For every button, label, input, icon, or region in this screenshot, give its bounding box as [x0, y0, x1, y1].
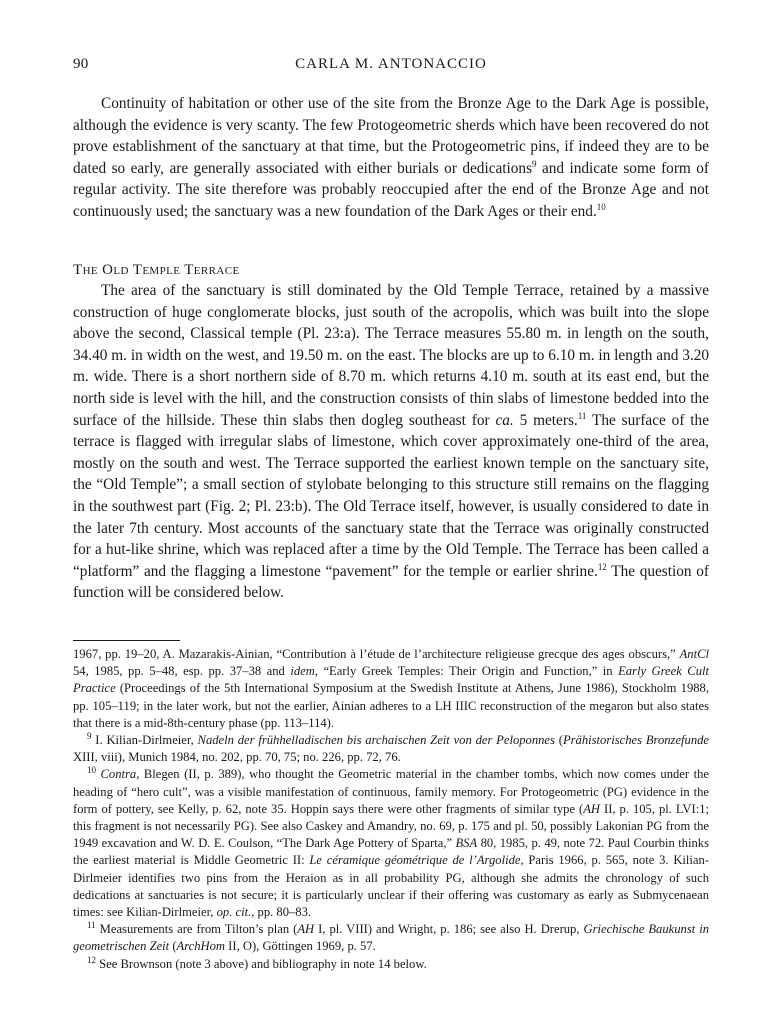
footnote-12: $^{12}$ See Brownson (note 3 above) and bibliography in note 14 below. — [87, 954, 427, 971]
footnote-continued: 1967, pp. 19–20, A. Mazarakis-Ainian, “Contribution à l’étude de l’architecture religieuse grecque des ages obscurs,” AntCl 54, 1985, pp. 5–48, esp. pp. 37–38 and idem, “Early Greek Temples: Their Origin and Function,” in Early Greek Cult Practice (Proceedings of the 5th International Symposium at the Swedish Institute at Athens, June 1986), Stockholm 1988, pp. 105–119; in the later work, but not the earlier, Ainian adheres to a LH IIIC reconstruction of the megaron but also states that there is a mid-8th-century phase (pp. 113–114). — [73, 647, 709, 730]
running-header — [73, 56, 709, 78]
footnote-9: $^9$ I. Kilian-Dirlmeier, Nadeln der frühhelladischen bis archaischen Zeit von der Peloponnes (Prähistorisches Bronzefunde XIII, viii), Munich 1984, no. 202, pp. 70, 75; no. 226, pp. 72, 76. — [73, 730, 710, 765]
paragraph-terrace: The area of the sanctuary is still dominated by the Old Temple Terrace, retained by a massive construction of huge conglomerate blocks, just south of the acropolis, which was built into the slope above the second, Classical temple (Pl. 23:a). The Terrace measures 55.80 m. in length on the south, 34.40 m. in width on the west, and 19.50 m. on the east. The blocks are up to 6.10 m. in length and 3.20 m. wide. There is a short northern side of 8.70 m. which returns 4.10 m. south at its east end, but the north side is level with the hill, and the construction consists of thin slabs of limestone bedded into the surface of the hillside. These thin slabs then dogleg southeast for ca. 5 meters.$^{11}$ The surface of the terrace is flagged with irregular slabs of limestone, which cover approximately one-third of the area, mostly on the south and west. The Terrace supported the earliest known temple on the sanctuary site, the “Old Temple”; a small section of stylobate belonging to this structure still remains on the flagging in the southwest part (Fig. 2; Pl. 23:b). The Old Terrace itself, however, is usually considered to date in the later 7th century. Most accounts of the sanctuary state that the Terrace was originally constructed for a hut-like shrine, which was replaced after a time by the Old Temple. The Terrace has been called a “platform” and the flagging a limestone “pavement” for the temple or earlier shrine.$^{12}$ The question of function will be considered below. — [73, 282, 710, 602]
paragraph-continuity: Continuity of habitation or other use of the site from the Bronze Age to the Dark Age is possible, although the evidence is very scanty. The few Protogeometric sherds which have been recovered do not prove establishment of the sanctuary at that time, but the Protogeometric pins, if indeed they are to be dated so early, are generally associated with either burials or dedications$^9$ and indicate some form of regular activity. The site therefore was probably reoccupied after the end of the Bronze Age and not continuously used; the sanctuary was a new foundation of the Dark Ages or their end.$^{10}$ — [73, 95, 709, 220]
section-heading: The Old Temple Terrace — [73, 262, 240, 278]
footnote-ref-12[interactable]: 12 — [597, 561, 607, 572]
footnote-divider — [73, 640, 180, 641]
footnote-11: $^{11}$ Measurements are from Tilton’s plan (AH I, pl. VIII) and Wright, p. 186; see also H. Drerup, Griechische Baukunst in geometrischen Zeit (ArchHom II, O), Göttingen 1969, p. 57. — [73, 920, 710, 954]
footnotes — [73, 646, 709, 973]
page-number: 90 — [73, 56, 89, 72]
footnote-10: $^{10}$ Contra, Blegen (II, p. 389), who thought the Geometric material in the chamber tombs, which now comes under the heading of “hero cult”, was a visible manifestation of continuous, family memory. For Protogeometric (PG) evidence in the form of pottery, see Kelly, p. 62, note 35. Hoppin says there were other fragments of similar type (AH II, p. 105, pl. LVI:1; this fragment is not necessarily PG). See also Caskey and Amandry, no. 69, p. 175 and pl. 50, possibly Lakonian PG from the 1949 excavation and W. D. E. Coulson, “The Dark Age Pottery of Sparta,” BSA 80, 1985, p. 49, note 72. Paul Courbin thinks the earliest material is Middle Geometric II: Le céramique géométrique de l’Argolide, Paris 1966, p. 565, note 3. Kilian-Dirlmeier identifies two pins from the Heraion as in all probability PG, although she admits the chronology of such dedications at sanctuaries is not secure; it is particularly unclear if their offering was customary as early as Submycenaean times: see Kilian-Dirlmeier, op. cit., pp. 80–83. — [73, 765, 709, 920]
running-head: CARLA M. ANTONACCIO — [295, 56, 487, 72]
footnote-ref-9[interactable]: 9 — [532, 158, 537, 169]
footnote-ref-10[interactable]: 10 — [596, 201, 606, 212]
footnote-ref-11[interactable]: 11 — [577, 410, 587, 421]
